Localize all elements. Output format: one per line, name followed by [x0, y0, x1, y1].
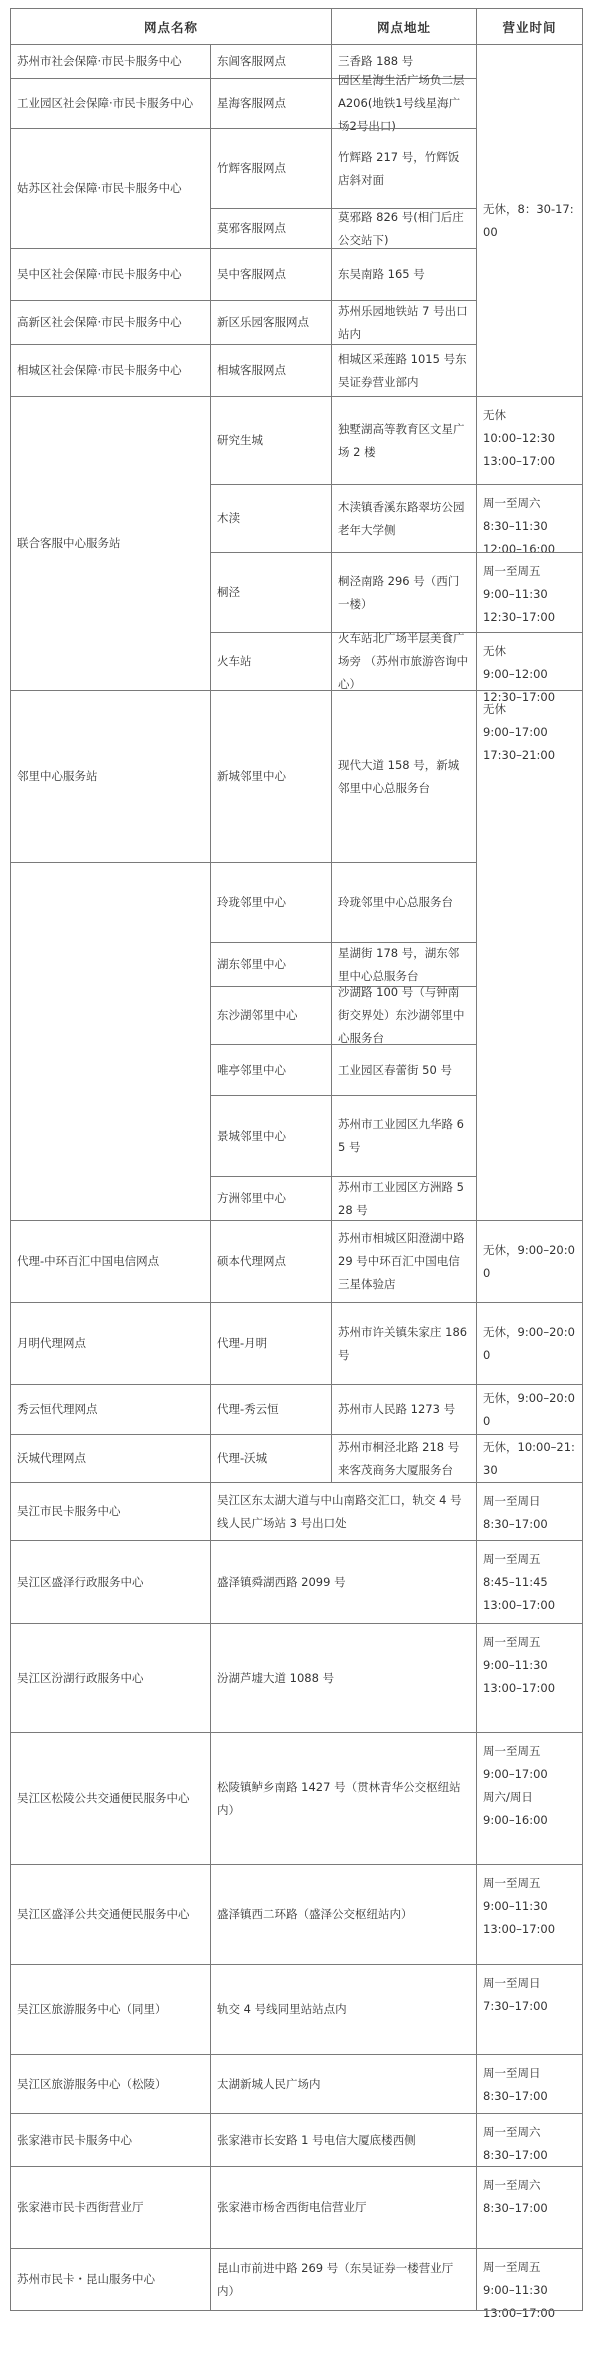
- hours: [476, 690, 582, 1220]
- center-name: [10, 1540, 210, 1623]
- address-text: 盛泽镇西二环路（盛泽公交枢纽站内）: [217, 1907, 413, 1921]
- hours-text: 无休，9:00–20:00: [483, 1242, 575, 1280]
- point-name: [210, 248, 331, 300]
- address: [331, 1434, 476, 1482]
- center-name: [10, 396, 210, 690]
- center-name-text: 吴江市民卡服务中心: [17, 1504, 121, 1518]
- center-name: [10, 1482, 210, 1540]
- hours-text: 无休，9:00–20:00: [483, 1390, 575, 1428]
- address: [331, 1384, 476, 1434]
- hours: [476, 1384, 582, 1434]
- center-name-text: 姑苏区社会保障·市民卡服务中心: [17, 181, 182, 195]
- address: [331, 1044, 476, 1095]
- hours: [476, 2248, 582, 2320]
- point-name-text: 桐泾: [217, 585, 240, 599]
- point-name-text: 玲珑邻里中心: [217, 895, 286, 909]
- point-name-text: 研究生城: [217, 433, 263, 447]
- center-name-empty: [10, 862, 210, 1220]
- center-name: [10, 344, 210, 396]
- address-text: 汾湖芦墟大道 1088 号: [217, 1670, 335, 1685]
- center-name: [10, 1434, 210, 1482]
- center-name-text: 代理-中环百汇中国电信网点: [17, 1254, 160, 1268]
- hours: [476, 1434, 582, 1482]
- address-text: 昆山市前进中路 269 号（东吴证券一楼营业厅内）: [217, 2260, 454, 2298]
- address-text: 苏州市工业园区方洲路 528 号: [338, 1179, 464, 1217]
- address-text: 玲珑邻里中心总服务台: [338, 895, 453, 909]
- address-text: 苏州市人民路 1273 号: [338, 1402, 456, 1416]
- address-text: 木渎镇香溪东路翠坊公园老年大学侧: [338, 499, 465, 537]
- address: [331, 128, 476, 208]
- address: [331, 73, 476, 133]
- address: [210, 1732, 476, 1864]
- address: [210, 2113, 476, 2166]
- hours: [476, 1482, 582, 1540]
- center-name-text: 吴江区松陵公共交通便民服务中心: [17, 1791, 190, 1805]
- center-name-text: 苏州市民卡・昆山服务中心: [17, 2272, 155, 2286]
- center-name: [10, 1384, 210, 1434]
- address-text: 星湖街 178 号，湖东邻里中心总服务台: [338, 945, 460, 983]
- hours: [476, 1220, 582, 1302]
- hours-text: 周一至周五 8:45–11:45 13:00–17:00: [483, 1552, 556, 1612]
- center-name-text: 苏州市社会保障·市民卡服务中心: [17, 54, 182, 68]
- center-name: [10, 78, 210, 128]
- point-name-text: 新区乐园客服网点: [217, 315, 309, 329]
- point-name-text: 吴中客服网点: [217, 267, 286, 281]
- address: [210, 2248, 476, 2310]
- address-text: 莫邪路 826 号(相门后庄公交站下): [338, 209, 464, 247]
- hours-text: 周一至周日 7:30–17:00: [483, 1976, 548, 2013]
- address-text: 苏州市许关镇朱家庄 186 号: [338, 1324, 471, 1362]
- hours: [476, 1964, 582, 2054]
- center-name: [10, 44, 210, 78]
- point-name-text: 相城客服网点: [217, 363, 286, 377]
- hours: [476, 44, 582, 396]
- point-name: [210, 1176, 331, 1220]
- hours: [476, 552, 582, 632]
- address: [331, 208, 476, 248]
- address: [331, 1302, 476, 1384]
- hours: [476, 396, 582, 484]
- address: [331, 1220, 476, 1302]
- point-name: [210, 1044, 331, 1095]
- hours-text: 周一至周五 9:00–11:30 12:30–17:00: [483, 564, 556, 624]
- address: [331, 344, 476, 396]
- center-name-text: 张家港市民卡服务中心: [17, 2132, 132, 2147]
- point-name-text: 东沙湖邻里中心: [217, 1008, 298, 1022]
- hours-text: 周一至周日 8:30–17:00: [483, 1494, 548, 1531]
- point-name-text: 代理-沃城: [217, 1451, 268, 1465]
- address: [331, 248, 476, 300]
- hours-text: 周一至周六 8:30–17:00: [483, 2178, 548, 2215]
- address-text: 竹辉路 217 号，竹辉饭店斜对面: [338, 149, 460, 187]
- header-address-text: 网点地址: [376, 19, 431, 35]
- hours: [476, 1732, 582, 1864]
- center-name: [10, 1623, 210, 1732]
- address: [331, 632, 476, 690]
- hours-text: 无休，8：30-17:00: [483, 201, 574, 239]
- address: [331, 1095, 476, 1176]
- address-text: 吴江区东太湖大道与中山南路交汇口，轨交 4 号线人民广场站 3 号出口处: [217, 1492, 462, 1530]
- center-name-text: 沃城代理网点: [17, 1451, 86, 1465]
- address-text: 工业园区春蕾街 50 号: [338, 1062, 452, 1077]
- center-name: [10, 1732, 210, 1864]
- hours: [476, 484, 582, 556]
- center-name-text: 高新区社会保障·市民卡服务中心: [17, 315, 182, 329]
- point-name: [210, 986, 331, 1044]
- address-text: 园区星海生活广场负二层A206(地铁1号线星海广场2号出口): [338, 73, 465, 133]
- hours-text: 周一至周五 9:00–11:30 13:00–17:00: [483, 1876, 556, 1936]
- point-name-text: 代理-秀云恒: [217, 1402, 279, 1416]
- address-text: 三香路 188 号: [338, 54, 414, 68]
- center-name: [10, 2054, 210, 2113]
- point-name: [210, 44, 331, 78]
- address: [331, 300, 476, 344]
- point-name-text: 唯亭邻里中心: [217, 1062, 286, 1077]
- center-name-text: 张家港市民卡西街营业厅: [17, 2200, 144, 2214]
- point-name-text: 湖东邻里中心: [217, 957, 286, 971]
- address: [210, 1964, 476, 2054]
- address: [331, 690, 476, 862]
- address-text: 苏州市工业园区九华路 65 号: [338, 1117, 464, 1154]
- center-name-text: 月明代理网点: [17, 1336, 86, 1350]
- point-name-text: 方洲邻里中心: [217, 1191, 286, 1205]
- point-name: [210, 128, 331, 208]
- point-name: [210, 484, 331, 552]
- point-name: [210, 208, 331, 248]
- point-name: [210, 1434, 331, 1482]
- address-text: 张家港市长安路 1 号电信大厦底楼西侧: [217, 2132, 416, 2147]
- hours-text: 无休 9:00–17:00 17:30–21:00: [483, 702, 556, 762]
- center-name: [10, 2166, 210, 2248]
- point-name: [210, 1220, 331, 1302]
- point-name-text: 莫邪客服网点: [217, 221, 286, 235]
- address-text: 相城区采莲路 1015 号东吴证券营业部内: [338, 351, 467, 389]
- center-name-text: 吴江区汾湖行政服务中心: [17, 1670, 144, 1685]
- address: [210, 1482, 476, 1540]
- address-text: 轨交 4 号线同里站站点内: [217, 2002, 347, 2016]
- hours-text: 无休，10:00–21:30: [483, 1439, 575, 1477]
- center-name: [10, 1864, 210, 1964]
- point-name: [210, 344, 331, 396]
- center-name-text: 吴中区社会保障·市民卡服务中心: [17, 267, 182, 281]
- center-name-text: 邻里中心服务站: [17, 769, 98, 783]
- point-name: [210, 78, 331, 128]
- address-text: 太湖新城人民广场内: [217, 2076, 321, 2091]
- center-name: [10, 248, 210, 300]
- center-name: [10, 2248, 210, 2310]
- address: [331, 484, 476, 552]
- center-name-text: 联合客服中心服务站: [17, 536, 121, 550]
- hours: [476, 1302, 582, 1384]
- center-name-text: 秀云恒代理网点: [17, 1402, 98, 1416]
- center-name-text: 工业园区社会保障·市民卡服务中心: [17, 96, 194, 110]
- point-name-text: 木渎: [217, 511, 240, 525]
- header-name-text: 网点名称: [143, 19, 198, 35]
- center-name: [10, 690, 210, 862]
- point-name: [210, 300, 331, 344]
- point-name-text: 星海客服网点: [217, 96, 286, 110]
- center-name-text: 吴江区盛泽行政服务中心: [17, 1574, 144, 1589]
- address-text: 独墅湖高等教育区文星广场 2 楼: [338, 421, 465, 459]
- hours-text: 无休 10:00–12:30 13:00–17:00: [483, 408, 556, 468]
- address: [331, 942, 476, 986]
- hours: [476, 1540, 582, 1623]
- point-name: [210, 690, 331, 862]
- point-name-text: 景城邻里中心: [217, 1128, 286, 1143]
- address-text: 张家港市杨舍西街电信营业厅: [217, 2200, 367, 2214]
- address: [331, 396, 476, 484]
- point-name: [210, 1302, 331, 1384]
- address: [331, 552, 476, 632]
- hours: [476, 2054, 582, 2113]
- hours: [476, 2166, 582, 2248]
- center-name: [10, 2113, 210, 2166]
- hours-text: 周一至周日 8:30–17:00: [483, 2066, 548, 2103]
- address-text: 苏州市桐泾北路 218 号来客茂商务大厦服务台: [338, 1439, 460, 1477]
- hours: [476, 1864, 582, 1964]
- address: [210, 1540, 476, 1623]
- hours-text: 周一至周五 9:00–11:30 13:00–17:00: [483, 1635, 556, 1695]
- address-text: 松陵镇鲈乡南路 1427 号（贯林青华公交枢纽站内）: [217, 1779, 461, 1817]
- address: [210, 1864, 476, 1964]
- hours-text: 无休 9:00–12:00 12:30–17:00: [483, 644, 556, 704]
- center-name-text: 吴江区旅游服务中心（松陵）: [17, 2076, 167, 2091]
- hours: [476, 632, 582, 704]
- address-text: 盛泽镇舜湖西路 2099 号: [217, 1574, 346, 1589]
- point-name-text: 东阊客服网点: [217, 54, 286, 68]
- point-name: [210, 1384, 331, 1434]
- address: [210, 2054, 476, 2113]
- point-name-text: 火车站: [217, 654, 252, 668]
- hours-text: 周一至周六 8:30–11:30 12:00–16:00: [483, 496, 556, 556]
- center-name: [10, 128, 210, 248]
- address: [331, 1176, 476, 1220]
- hours-text: 无休，9:00–20:00: [483, 1324, 575, 1362]
- point-name-text: 硕本代理网点: [217, 1254, 286, 1268]
- hours-text: 周一至周五 9:00–17:00 周六/周日 9:00–16:00: [483, 1744, 548, 1827]
- center-name: [10, 1220, 210, 1302]
- hours: [476, 2113, 582, 2166]
- address-text: 苏州乐园地铁站 7 号出口站内: [338, 303, 468, 341]
- header-name: [10, 8, 331, 44]
- address: [331, 862, 476, 942]
- hours-text: 周一至周六 8:30–17:00: [483, 2125, 548, 2162]
- point-name-text: 竹辉客服网点: [217, 161, 286, 175]
- header-address: [331, 8, 476, 44]
- address: [210, 1623, 476, 1732]
- address: [331, 986, 476, 1044]
- hours: [476, 1623, 582, 1732]
- point-name-text: 代理-月明: [217, 1336, 268, 1350]
- address-text: 沙湖路 100 号（与钟南街交界处）东沙湖邻里中心服务台: [338, 985, 465, 1045]
- center-name-text: 吴江区盛泽公共交通便民服务中心: [17, 1907, 190, 1921]
- point-name: [210, 632, 331, 690]
- address-text: 火车站北广场半层美食广场旁 （苏州市旅游咨询中心）: [338, 631, 469, 691]
- center-name-text: 吴江区旅游服务中心（同里）: [17, 2002, 167, 2016]
- point-name: [210, 862, 331, 942]
- center-name: [10, 1302, 210, 1384]
- address-text: 桐泾南路 296 号（西门一楼）: [338, 573, 460, 611]
- hours-text: 周一至周五 9:00–11:30 13:00–17:00: [483, 2260, 556, 2320]
- center-name-text: 相城区社会保障·市民卡服务中心: [17, 363, 182, 377]
- header-hours-text: 营业时间: [502, 19, 557, 35]
- address-text: 苏州市相城区阳澄湖中路 29 号中环百汇中国电信三星体验店: [338, 1231, 469, 1291]
- point-name: [210, 1095, 331, 1176]
- point-name: [210, 396, 331, 484]
- point-name: [210, 942, 331, 986]
- point-name-text: 新城邻里中心: [217, 769, 286, 783]
- address-text: 现代大道 158 号，新城邻里中心总服务台: [338, 757, 460, 795]
- point-name: [210, 552, 331, 632]
- address: [210, 2166, 476, 2248]
- header-hours: [476, 8, 582, 44]
- center-name: [10, 300, 210, 344]
- address-text: 东吴南路 165 号: [338, 267, 425, 281]
- center-name: [10, 1964, 210, 2054]
